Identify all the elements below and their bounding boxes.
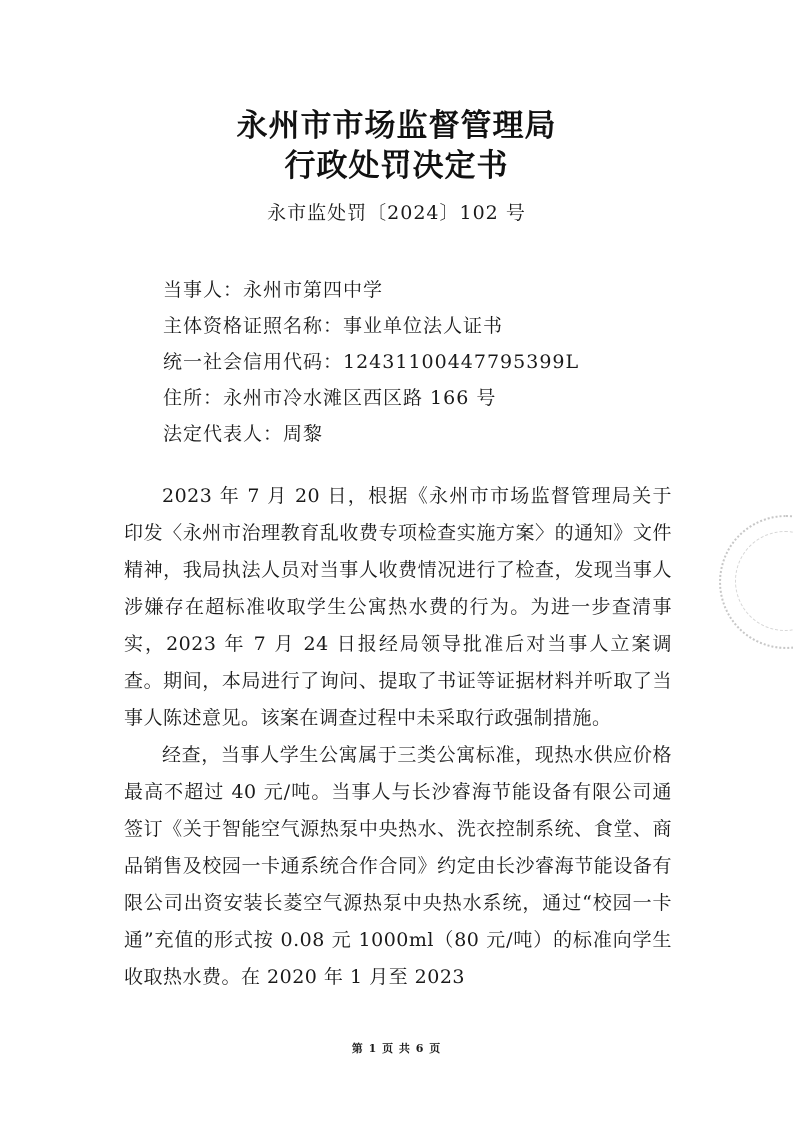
party-name: 当事人：永州市第四中学 bbox=[163, 279, 384, 301]
document-title-line2: 行政处罚决定书 bbox=[284, 148, 509, 184]
document-number: 永市监处罚〔2024〕102 号 bbox=[267, 202, 526, 224]
document-title-line1: 永州市市场监督管理局 bbox=[236, 108, 557, 144]
party-cert-name: 主体资格证照名称：事业单位法人证书 bbox=[163, 315, 504, 337]
party-legal-rep: 法定代表人：周黎 bbox=[163, 423, 324, 445]
document-body bbox=[124, 478, 672, 996]
party-credit-code: 统一社会信用代码：12431100447795399L bbox=[163, 351, 580, 373]
party-address: 住所：永州市冷水滩区西区路 166 号 bbox=[163, 387, 497, 409]
seal-inner-ring bbox=[735, 531, 793, 631]
body-paragraph-1: 2023 年 7 月 20 日，根据《永州市市场监督管理局关于印发〈永州市治理教育乱收费专项检查实施方案〉的通知》文件精神，我局执法人员对当事人收费情况进行了检查，发现当事人涉嫌存在超标准收取学生公寓热水费的行为。为进一步查清事实，2023 年 7 月 24 日报经局领导批准后对当事人立案调查。期间，本局进行了询问、提取了书证等证据材料并听取了当事人陈述意见。该案在调查过程中未采取行政强制措施。 bbox=[124, 485, 672, 729]
official-seal-stamp bbox=[719, 515, 793, 649]
page-number: 第 1 页 共 6 页 bbox=[351, 1042, 442, 1055]
body-paragraph-2: 经查，当事人学生公寓属于三类公寓标准，现热水供应价格最高不超过 40 元/吨。当事人与长沙睿海节能设备有限公司通签订《关于智能空气源热泵中央热水、洗衣控制系统、食堂、商品销售及校园一卡通系统合作合同》约定由长沙睿海节能设备有限公司出资安装长菱空气源热泵中央热水系统，通过“校园一卡通”充值的形式按 0.08 元 1000ml（80 元/吨）的标准向学生收取热水费。在 2020 年 1 月至 2023 bbox=[124, 744, 672, 988]
